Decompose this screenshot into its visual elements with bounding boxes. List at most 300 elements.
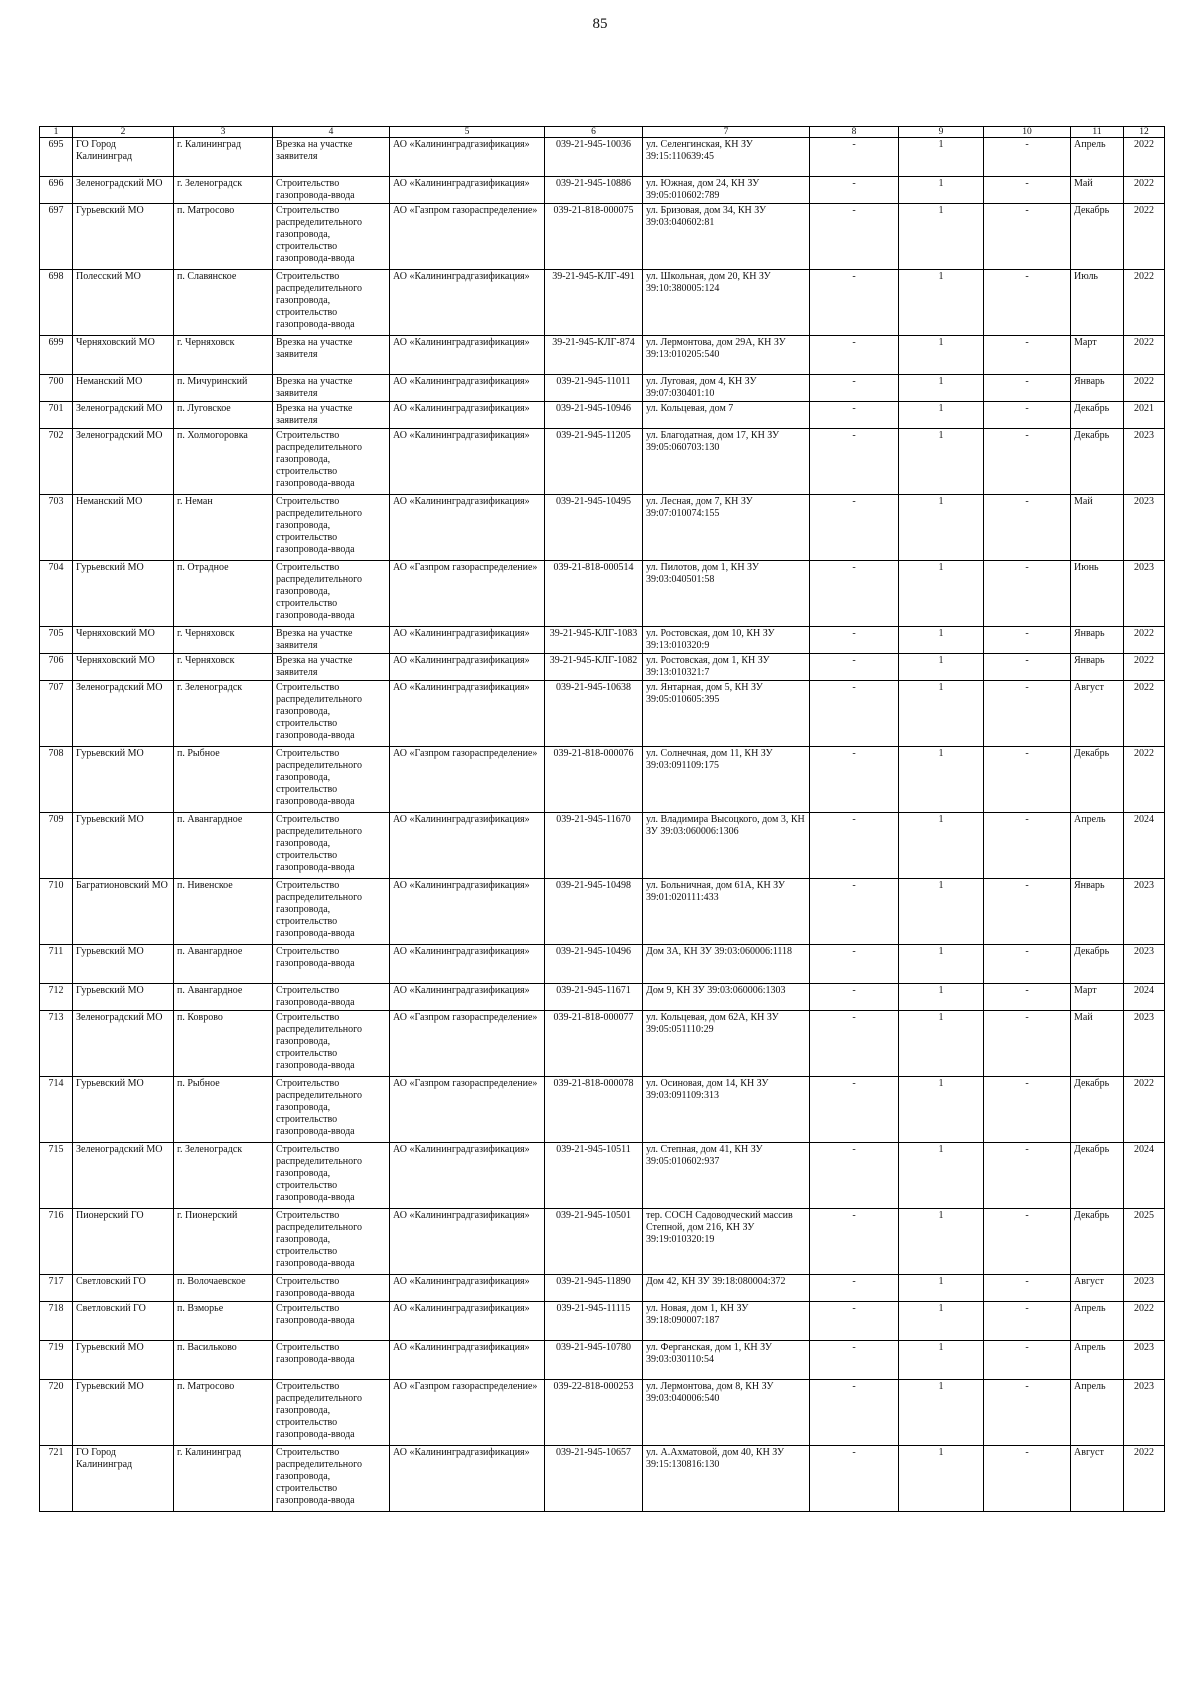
row-number-cell: 705 (40, 627, 73, 654)
municipality-cell: Полесский МО (73, 270, 174, 336)
month-cell: Апрель (1071, 813, 1124, 879)
application-code-cell: 039-21-945-10780 (545, 1341, 643, 1380)
column-8-value-cell: - (810, 402, 899, 429)
row-number-cell: 710 (40, 879, 73, 945)
table-row (40, 1302, 1165, 1341)
table-row (40, 813, 1165, 879)
column-10-value-cell: - (984, 1209, 1071, 1275)
settlement-cell: п. Авангардное (174, 813, 273, 879)
address-cell: ул. Ростовская, дом 1, КН ЗУ 39:13:010321:7 (643, 654, 810, 681)
application-code-cell: 039-21-818-000075 (545, 204, 643, 270)
address-cell: ул. Солнечная, дом 11, КН ЗУ 39:03:091109:175 (643, 747, 810, 813)
year-cell: 2022 (1124, 681, 1165, 747)
organization-cell: АО «Газпром газораспределение» (390, 1011, 545, 1077)
settlement-cell: п. Нивенское (174, 879, 273, 945)
column-8-value-cell: - (810, 1143, 899, 1209)
settlement-cell: п. Авангардное (174, 984, 273, 1011)
row-number-cell: 698 (40, 270, 73, 336)
municipality-cell: Зеленоградский МО (73, 1011, 174, 1077)
application-code-cell: 039-21-945-10657 (545, 1446, 643, 1512)
column-8-value-cell: - (810, 336, 899, 375)
organization-cell: АО «Калининградгазификация» (390, 429, 545, 495)
organization-cell: АО «Калининградгазификация» (390, 270, 545, 336)
column-header: 10 (984, 127, 1071, 138)
work-type-cell: Врезка на участке заявителя (273, 336, 390, 375)
column-header: 2 (73, 127, 174, 138)
year-cell: 2022 (1124, 138, 1165, 177)
address-cell: ул. А.Ахматовой, дом 40, КН ЗУ 39:15:130816:130 (643, 1446, 810, 1512)
organization-cell: АО «Калининградгазификация» (390, 375, 545, 402)
address-cell: ул. Кольцевая, дом 62А, КН ЗУ 39:05:051110:29 (643, 1011, 810, 1077)
column-9-value-cell: 1 (899, 1446, 984, 1512)
column-10-value-cell: - (984, 1302, 1071, 1341)
settlement-cell: г. Зеленоградск (174, 1143, 273, 1209)
column-9-value-cell: 1 (899, 138, 984, 177)
application-code-cell: 39-21-945-КЛГ-1083 (545, 627, 643, 654)
column-9-value-cell: 1 (899, 879, 984, 945)
year-cell: 2023 (1124, 879, 1165, 945)
application-code-cell: 39-21-945-КЛГ-1082 (545, 654, 643, 681)
address-cell: ул. Лермонтова, дом 8, КН ЗУ 39:03:040006:540 (643, 1380, 810, 1446)
work-type-cell: Строительство распределительного газопровода, строительство газопровода-ввода (273, 1446, 390, 1512)
application-code-cell: 039-21-945-10498 (545, 879, 643, 945)
work-type-cell: Врезка на участке заявителя (273, 402, 390, 429)
application-code-cell: 039-21-945-11670 (545, 813, 643, 879)
organization-cell: АО «Газпром газораспределение» (390, 204, 545, 270)
address-cell: ул. Ферганская, дом 1, КН ЗУ 39:03:030110:54 (643, 1341, 810, 1380)
month-cell: Август (1071, 681, 1124, 747)
settlement-cell: г. Черняховск (174, 336, 273, 375)
column-header: 4 (273, 127, 390, 138)
settlement-cell: п. Мичуринский (174, 375, 273, 402)
address-cell: ул. Ростовская, дом 10, КН ЗУ 39:13:010320:9 (643, 627, 810, 654)
work-type-cell: Строительство распределительного газопровода, строительство газопровода-ввода (273, 747, 390, 813)
column-8-value-cell: - (810, 879, 899, 945)
row-number-cell: 695 (40, 138, 73, 177)
address-cell: ул. Кольцевая, дом 7 (643, 402, 810, 429)
column-header: 1 (40, 127, 73, 138)
column-8-value-cell: - (810, 654, 899, 681)
column-9-value-cell: 1 (899, 1209, 984, 1275)
work-type-cell: Строительство распределительного газопровода, строительство газопровода-ввода (273, 1209, 390, 1275)
column-header: 11 (1071, 127, 1124, 138)
table-row (40, 561, 1165, 627)
month-cell: Январь (1071, 879, 1124, 945)
column-9-value-cell: 1 (899, 1302, 984, 1341)
settlement-cell: г. Черняховск (174, 627, 273, 654)
column-10-value-cell: - (984, 336, 1071, 375)
municipality-cell: Гурьевский МО (73, 813, 174, 879)
table-row (40, 375, 1165, 402)
column-10-value-cell: - (984, 1380, 1071, 1446)
month-cell: Май (1071, 177, 1124, 204)
column-8-value-cell: - (810, 1077, 899, 1143)
row-number-cell: 717 (40, 1275, 73, 1302)
column-10-value-cell: - (984, 1011, 1071, 1077)
column-10-value-cell: - (984, 177, 1071, 204)
column-9-value-cell: 1 (899, 402, 984, 429)
column-8-value-cell: - (810, 1011, 899, 1077)
row-number-cell: 700 (40, 375, 73, 402)
year-cell: 2022 (1124, 204, 1165, 270)
work-type-cell: Строительство распределительного газопровода, строительство газопровода-ввода (273, 1011, 390, 1077)
municipality-cell: Неманский МО (73, 495, 174, 561)
organization-cell: АО «Калининградгазификация» (390, 654, 545, 681)
application-code-cell: 039-21-818-000078 (545, 1077, 643, 1143)
organization-cell: АО «Калининградгазификация» (390, 1446, 545, 1512)
month-cell: Декабрь (1071, 945, 1124, 984)
column-9-value-cell: 1 (899, 1275, 984, 1302)
application-code-cell: 039-21-945-11205 (545, 429, 643, 495)
column-9-value-cell: 1 (899, 654, 984, 681)
organization-cell: АО «Калининградгазификация» (390, 1275, 545, 1302)
column-8-value-cell: - (810, 204, 899, 270)
month-cell: Апрель (1071, 138, 1124, 177)
settlement-cell: г. Зеленоградск (174, 681, 273, 747)
column-10-value-cell: - (984, 1077, 1071, 1143)
application-code-cell: 039-21-945-10496 (545, 945, 643, 984)
row-number-cell: 703 (40, 495, 73, 561)
work-type-cell: Врезка на участке заявителя (273, 627, 390, 654)
year-cell: 2024 (1124, 813, 1165, 879)
month-cell: Декабрь (1071, 1143, 1124, 1209)
address-cell: ул. Селенгинская, КН ЗУ 39:15:110639:45 (643, 138, 810, 177)
column-9-value-cell: 1 (899, 561, 984, 627)
application-code-cell: 39-21-945-КЛГ-491 (545, 270, 643, 336)
month-cell: Июнь (1071, 561, 1124, 627)
municipality-cell: ГО Город Калининград (73, 1446, 174, 1512)
municipality-cell: Черняховский МО (73, 336, 174, 375)
column-10-value-cell: - (984, 270, 1071, 336)
column-10-value-cell: - (984, 429, 1071, 495)
table-row (40, 1341, 1165, 1380)
column-10-value-cell: - (984, 813, 1071, 879)
year-cell: 2023 (1124, 429, 1165, 495)
application-code-cell: 039-21-945-11671 (545, 984, 643, 1011)
municipality-cell: Черняховский МО (73, 627, 174, 654)
address-cell: ул. Больничная, дом 61А, КН ЗУ 39:01:020111:433 (643, 879, 810, 945)
municipality-cell: Гурьевский МО (73, 1341, 174, 1380)
table-row (40, 1143, 1165, 1209)
year-cell: 2023 (1124, 495, 1165, 561)
column-header: 3 (174, 127, 273, 138)
work-type-cell: Строительство распределительного газопровода, строительство газопровода-ввода (273, 1077, 390, 1143)
address-cell: Дом 42, КН ЗУ 39:18:080004:372 (643, 1275, 810, 1302)
column-10-value-cell: - (984, 204, 1071, 270)
row-number-cell: 721 (40, 1446, 73, 1512)
settlement-cell: п. Авангардное (174, 945, 273, 984)
column-9-value-cell: 1 (899, 1341, 984, 1380)
settlement-cell: п. Взморье (174, 1302, 273, 1341)
work-type-cell: Строительство распределительного газопровода, строительство газопровода-ввода (273, 813, 390, 879)
column-9-value-cell: 1 (899, 1143, 984, 1209)
table-row (40, 747, 1165, 813)
column-8-value-cell: - (810, 984, 899, 1011)
column-9-value-cell: 1 (899, 270, 984, 336)
municipality-cell: Гурьевский МО (73, 747, 174, 813)
organization-cell: АО «Калининградгазификация» (390, 1302, 545, 1341)
column-9-value-cell: 1 (899, 984, 984, 1011)
column-8-value-cell: - (810, 1275, 899, 1302)
month-cell: Апрель (1071, 1341, 1124, 1380)
column-10-value-cell: - (984, 1275, 1071, 1302)
work-type-cell: Строительство газопровода-ввода (273, 1275, 390, 1302)
column-8-value-cell: - (810, 138, 899, 177)
column-8-value-cell: - (810, 270, 899, 336)
organization-cell: АО «Калининградгазификация» (390, 495, 545, 561)
municipality-cell: Гурьевский МО (73, 1077, 174, 1143)
column-9-value-cell: 1 (899, 945, 984, 984)
settlement-cell: г. Неман (174, 495, 273, 561)
year-cell: 2023 (1124, 1341, 1165, 1380)
column-header: 7 (643, 127, 810, 138)
work-type-cell: Строительство газопровода-ввода (273, 945, 390, 984)
organization-cell: АО «Калининградгазификация» (390, 879, 545, 945)
municipality-cell: Светловский ГО (73, 1302, 174, 1341)
municipality-cell: Черняховский МО (73, 654, 174, 681)
work-type-cell: Строительство распределительного газопровода, строительство газопровода-ввода (273, 429, 390, 495)
organization-cell: АО «Газпром газораспределение» (390, 1077, 545, 1143)
month-cell: Август (1071, 1446, 1124, 1512)
settlement-cell: п. Волочаевское (174, 1275, 273, 1302)
work-type-cell: Врезка на участке заявителя (273, 138, 390, 177)
year-cell: 2022 (1124, 747, 1165, 813)
municipality-cell: ГО Город Калининград (73, 138, 174, 177)
settlement-cell: п. Рыбное (174, 1077, 273, 1143)
organization-cell: АО «Газпром газораспределение» (390, 1380, 545, 1446)
year-cell: 2022 (1124, 1446, 1165, 1512)
address-cell: Дом 9, КН ЗУ 39:03:060006:1303 (643, 984, 810, 1011)
table-row (40, 1380, 1165, 1446)
settlement-cell: п. Холмогоровка (174, 429, 273, 495)
header-row (40, 127, 1165, 138)
month-cell: Май (1071, 495, 1124, 561)
organization-cell: АО «Калининградгазификация» (390, 1341, 545, 1380)
address-cell: ул. Янтарная, дом 5, КН ЗУ 39:05:010605:395 (643, 681, 810, 747)
column-10-value-cell: - (984, 627, 1071, 654)
municipality-cell: Светловский ГО (73, 1275, 174, 1302)
table-row (40, 945, 1165, 984)
year-cell: 2022 (1124, 375, 1165, 402)
table-row (40, 1275, 1165, 1302)
year-cell: 2022 (1124, 654, 1165, 681)
year-cell: 2023 (1124, 561, 1165, 627)
month-cell: Апрель (1071, 1302, 1124, 1341)
row-number-cell: 716 (40, 1209, 73, 1275)
address-cell: ул. Луговая, дом 4, КН ЗУ 39:07:030401:10 (643, 375, 810, 402)
organization-cell: АО «Калининградгазификация» (390, 138, 545, 177)
column-8-value-cell: - (810, 813, 899, 879)
column-9-value-cell: 1 (899, 375, 984, 402)
column-9-value-cell: 1 (899, 429, 984, 495)
month-cell: Июль (1071, 270, 1124, 336)
column-10-value-cell: - (984, 747, 1071, 813)
work-type-cell: Строительство распределительного газопровода, строительство газопровода-ввода (273, 495, 390, 561)
work-type-cell: Строительство распределительного газопровода, строительство газопровода-ввода (273, 1143, 390, 1209)
month-cell: Декабрь (1071, 204, 1124, 270)
column-10-value-cell: - (984, 402, 1071, 429)
column-10-value-cell: - (984, 654, 1071, 681)
column-8-value-cell: - (810, 1446, 899, 1512)
row-number-cell: 706 (40, 654, 73, 681)
row-number-cell: 711 (40, 945, 73, 984)
address-cell: ул. Школьная, дом 20, КН ЗУ 39:10:380005:124 (643, 270, 810, 336)
row-number-cell: 720 (40, 1380, 73, 1446)
table-row (40, 1011, 1165, 1077)
table-row (40, 654, 1165, 681)
organization-cell: АО «Калининградгазификация» (390, 1209, 545, 1275)
year-cell: 2022 (1124, 1302, 1165, 1341)
work-type-cell: Строительство распределительного газопровода, строительство газопровода-ввода (273, 879, 390, 945)
month-cell: Декабрь (1071, 402, 1124, 429)
municipality-cell: Гурьевский МО (73, 204, 174, 270)
month-cell: Март (1071, 336, 1124, 375)
month-cell: Январь (1071, 654, 1124, 681)
row-number-cell: 701 (40, 402, 73, 429)
organization-cell: АО «Калининградгазификация» (390, 681, 545, 747)
column-9-value-cell: 1 (899, 813, 984, 879)
month-cell: Январь (1071, 627, 1124, 654)
month-cell: Январь (1071, 375, 1124, 402)
work-type-cell: Строительство распределительного газопровода, строительство газопровода-ввода (273, 204, 390, 270)
row-number-cell: 714 (40, 1077, 73, 1143)
column-8-value-cell: - (810, 627, 899, 654)
work-type-cell: Строительство газопровода-ввода (273, 177, 390, 204)
table-row (40, 1209, 1165, 1275)
table-row (40, 270, 1165, 336)
settlement-cell: г. Зеленоградск (174, 177, 273, 204)
application-code-cell: 039-21-945-11011 (545, 375, 643, 402)
address-cell: ул. Южная, дом 24, КН ЗУ 39:05:010602:789 (643, 177, 810, 204)
column-10-value-cell: - (984, 1143, 1071, 1209)
municipality-cell: Гурьевский МО (73, 984, 174, 1011)
table-row (40, 429, 1165, 495)
address-cell: ул. Лесная, дом 7, КН ЗУ 39:07:010074:155 (643, 495, 810, 561)
settlement-cell: п. Васильково (174, 1341, 273, 1380)
column-10-value-cell: - (984, 879, 1071, 945)
address-cell: ул. Благодатная, дом 17, КН ЗУ 39:05:060703:130 (643, 429, 810, 495)
year-cell: 2023 (1124, 1380, 1165, 1446)
column-9-value-cell: 1 (899, 204, 984, 270)
column-10-value-cell: - (984, 561, 1071, 627)
work-type-cell: Врезка на участке заявителя (273, 654, 390, 681)
column-8-value-cell: - (810, 375, 899, 402)
column-8-value-cell: - (810, 747, 899, 813)
organization-cell: АО «Калининградгазификация» (390, 984, 545, 1011)
row-number-cell: 718 (40, 1302, 73, 1341)
column-8-value-cell: - (810, 561, 899, 627)
table-row (40, 204, 1165, 270)
year-cell: 2024 (1124, 984, 1165, 1011)
organization-cell: АО «Калининградгазификация» (390, 813, 545, 879)
year-cell: 2022 (1124, 1077, 1165, 1143)
application-code-cell: 039-21-945-10495 (545, 495, 643, 561)
settlement-cell: п. Матросово (174, 204, 273, 270)
row-number-cell: 697 (40, 204, 73, 270)
municipality-cell: Зеленоградский МО (73, 1143, 174, 1209)
settlement-cell: п. Коврово (174, 1011, 273, 1077)
column-10-value-cell: - (984, 138, 1071, 177)
column-9-value-cell: 1 (899, 495, 984, 561)
work-type-cell: Врезка на участке заявителя (273, 375, 390, 402)
organization-cell: АО «Газпром газораспределение» (390, 747, 545, 813)
municipality-cell: Зеленоградский МО (73, 429, 174, 495)
column-8-value-cell: - (810, 1341, 899, 1380)
column-10-value-cell: - (984, 375, 1071, 402)
organization-cell: АО «Калининградгазификация» (390, 402, 545, 429)
row-number-cell: 715 (40, 1143, 73, 1209)
year-cell: 2022 (1124, 177, 1165, 204)
row-number-cell: 707 (40, 681, 73, 747)
column-9-value-cell: 1 (899, 627, 984, 654)
organization-cell: АО «Калининградгазификация» (390, 1143, 545, 1209)
application-code-cell: 039-21-945-11115 (545, 1302, 643, 1341)
table-row (40, 1077, 1165, 1143)
application-code-cell: 039-21-945-10501 (545, 1209, 643, 1275)
month-cell: Декабрь (1071, 1209, 1124, 1275)
column-header: 5 (390, 127, 545, 138)
organization-cell: АО «Калининградгазификация» (390, 627, 545, 654)
address-cell: ул. Бризовая, дом 34, КН ЗУ 39:03:040602:81 (643, 204, 810, 270)
year-cell: 2023 (1124, 1011, 1165, 1077)
application-code-cell: 039-21-945-10886 (545, 177, 643, 204)
settlement-cell: п. Славянское (174, 270, 273, 336)
column-9-value-cell: 1 (899, 1077, 984, 1143)
row-number-cell: 713 (40, 1011, 73, 1077)
row-number-cell: 709 (40, 813, 73, 879)
table-row (40, 1446, 1165, 1512)
year-cell: 2022 (1124, 627, 1165, 654)
application-code-cell: 039-21-945-10036 (545, 138, 643, 177)
column-9-value-cell: 1 (899, 336, 984, 375)
settlement-cell: г. Калининград (174, 138, 273, 177)
column-10-value-cell: - (984, 984, 1071, 1011)
table-row (40, 627, 1165, 654)
settlement-cell: п. Отрадное (174, 561, 273, 627)
organization-cell: АО «Калининградгазификация» (390, 945, 545, 984)
application-code-cell: 039-21-945-10638 (545, 681, 643, 747)
application-code-cell: 039-21-945-10946 (545, 402, 643, 429)
column-8-value-cell: - (810, 495, 899, 561)
table-row (40, 984, 1165, 1011)
column-10-value-cell: - (984, 945, 1071, 984)
address-cell: Дом 3А, КН ЗУ 39:03:060006:1118 (643, 945, 810, 984)
column-8-value-cell: - (810, 1209, 899, 1275)
month-cell: Апрель (1071, 1380, 1124, 1446)
address-cell: тер. СОСН Садоводческий массив Степной, дом 216, КН ЗУ 39:19:010320:19 (643, 1209, 810, 1275)
settlement-cell: г. Калининград (174, 1446, 273, 1512)
organization-cell: АО «Калининградгазификация» (390, 177, 545, 204)
application-code-cell: 039-21-818-000077 (545, 1011, 643, 1077)
settlement-cell: п. Луговское (174, 402, 273, 429)
application-code-cell: 039-22-818-000253 (545, 1380, 643, 1446)
column-8-value-cell: - (810, 429, 899, 495)
registry-table (39, 126, 1165, 1512)
row-number-cell: 712 (40, 984, 73, 1011)
municipality-cell: Гурьевский МО (73, 561, 174, 627)
municipality-cell: Багратионовский МО (73, 879, 174, 945)
address-cell: ул. Осиновая, дом 14, КН ЗУ 39:03:091109:313 (643, 1077, 810, 1143)
column-10-value-cell: - (984, 1446, 1071, 1512)
organization-cell: АО «Газпром газораспределение» (390, 561, 545, 627)
month-cell: Декабрь (1071, 747, 1124, 813)
settlement-cell: г. Пионерский (174, 1209, 273, 1275)
column-8-value-cell: - (810, 1380, 899, 1446)
address-cell: ул. Степная, дом 41, КН ЗУ 39:05:010602:937 (643, 1143, 810, 1209)
column-9-value-cell: 1 (899, 681, 984, 747)
column-8-value-cell: - (810, 177, 899, 204)
application-code-cell: 39-21-945-КЛГ-874 (545, 336, 643, 375)
